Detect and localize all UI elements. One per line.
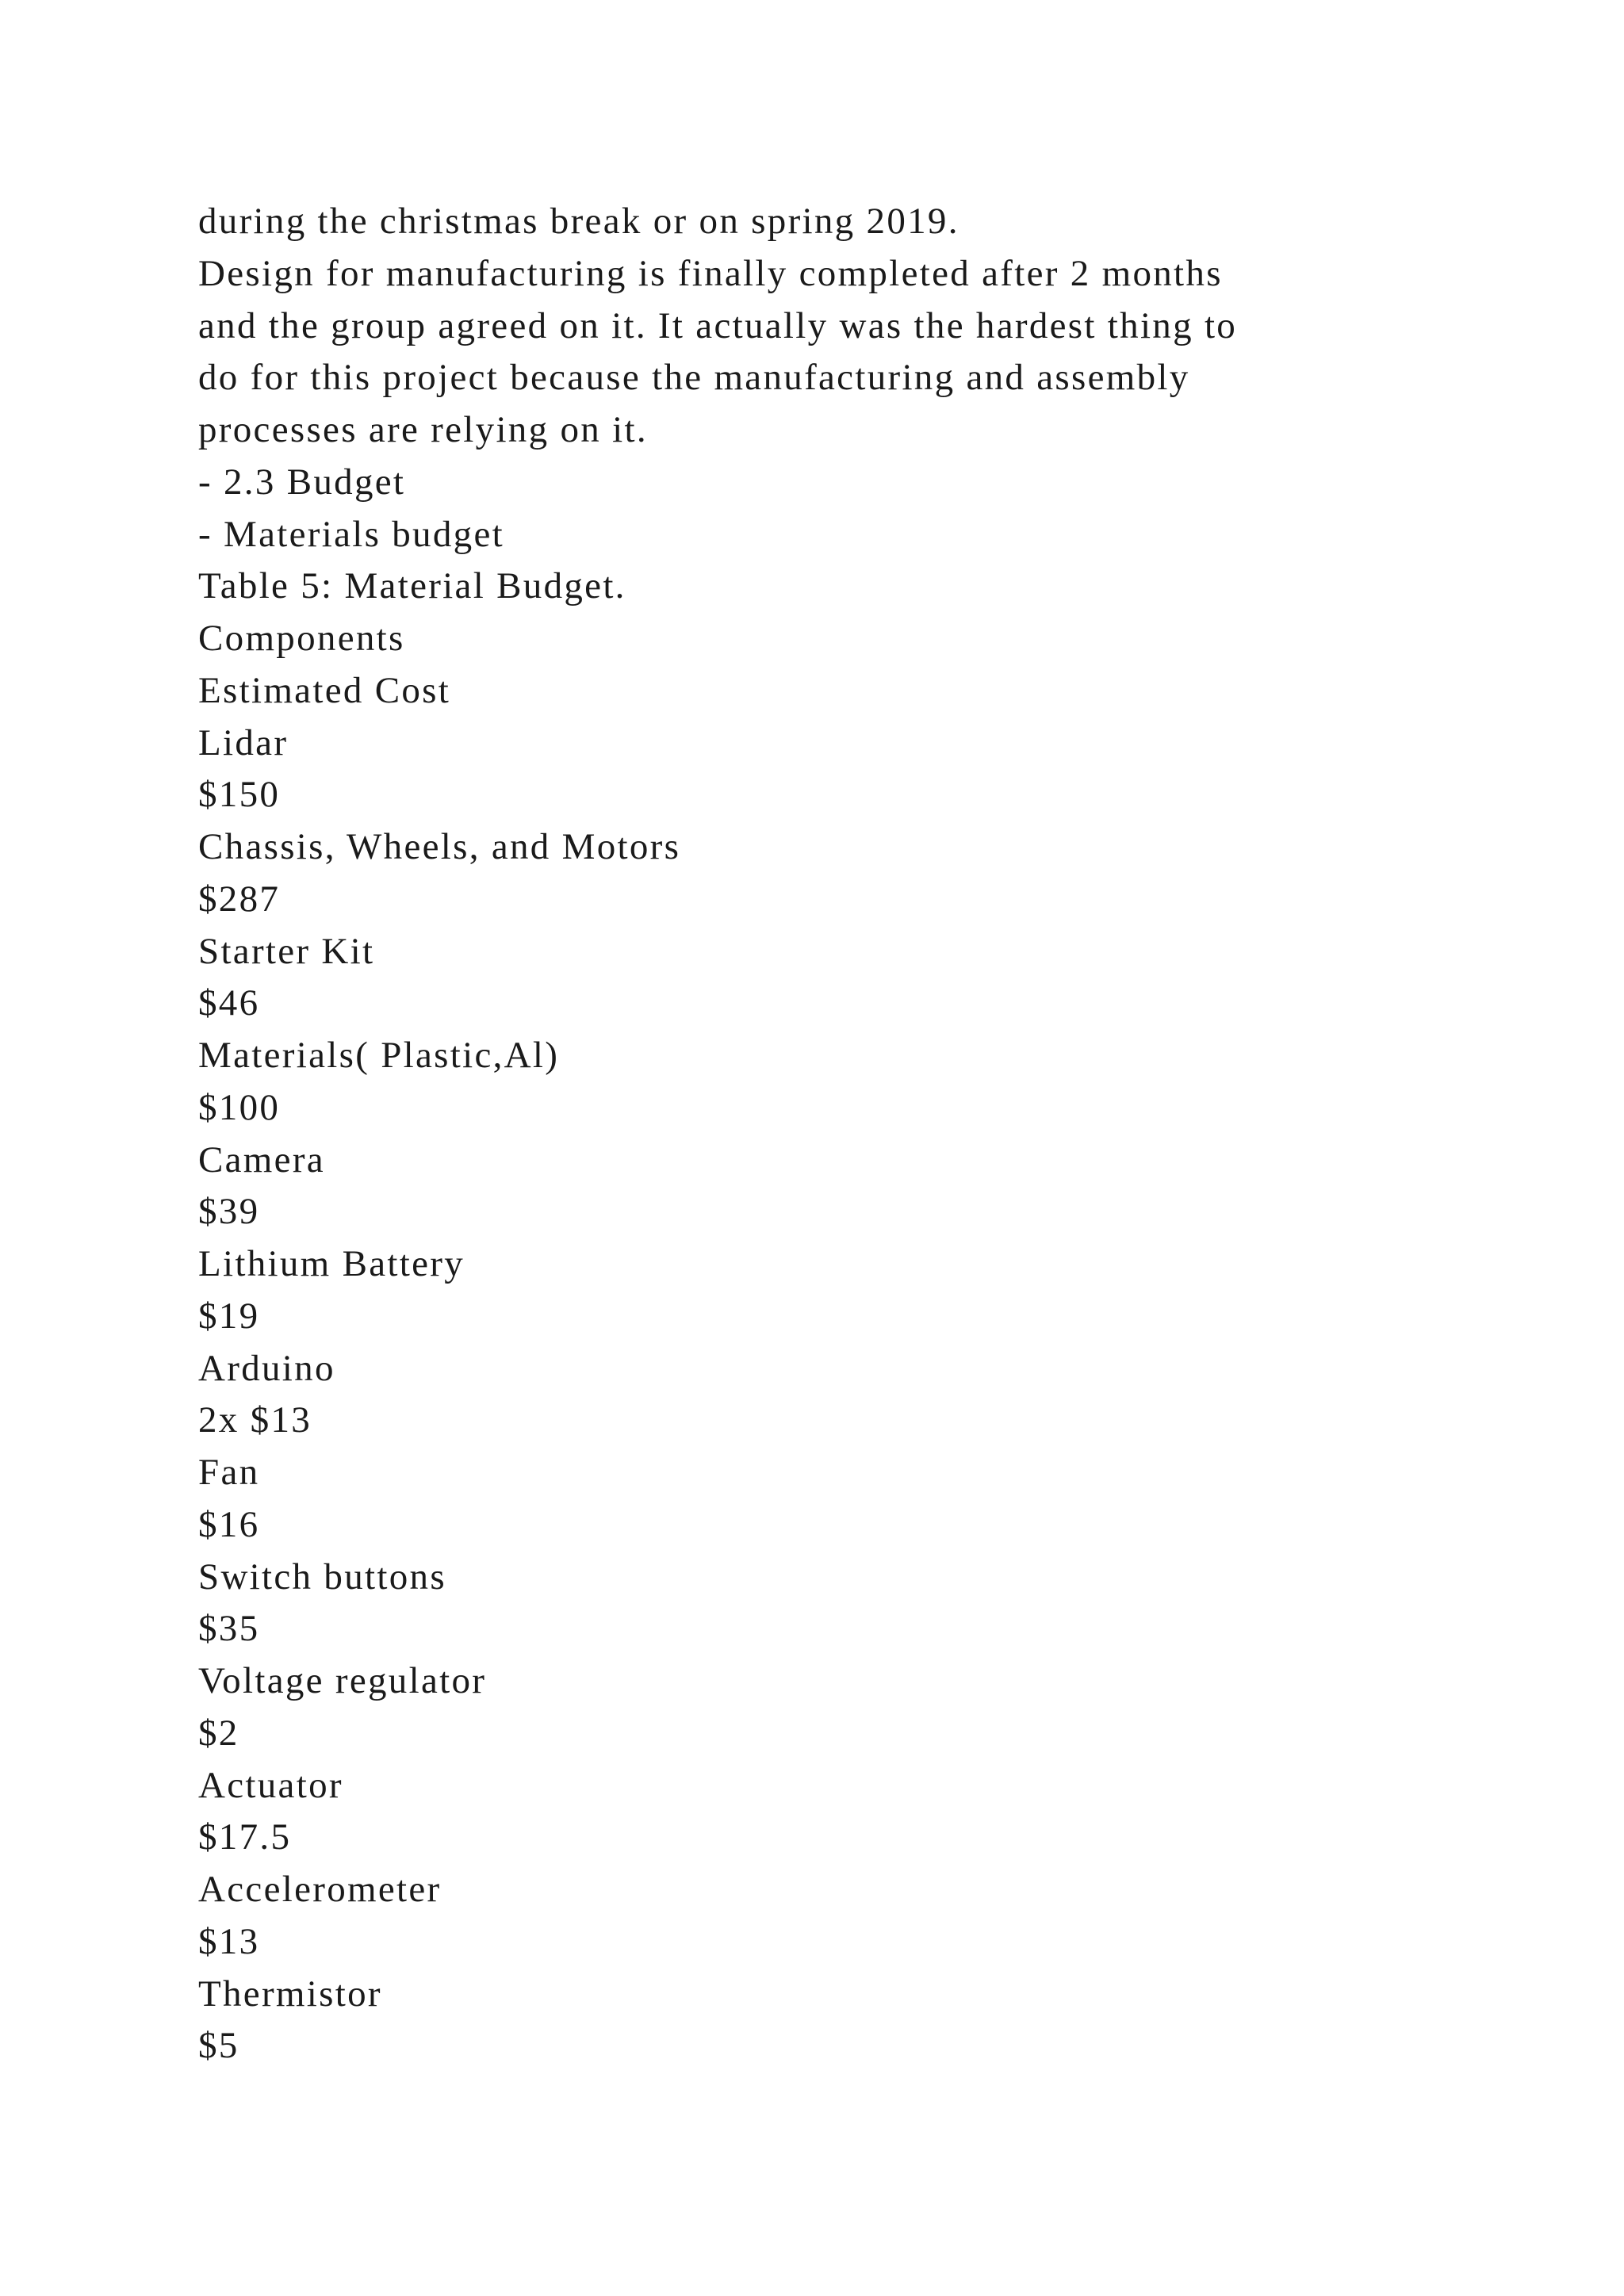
table-cell-component: Voltage regulator [198,1660,487,1701]
table-cell-component: Actuator [198,1764,343,1806]
table-cell-component: Lidar [198,721,289,763]
intro-line-1: during the christmas break or on spring 2019. [198,201,959,242]
table-cell-component: Accelerometer [198,1869,442,1910]
table-cell-component: Arduino [198,1347,335,1389]
table-header-estimated-cost: Estimated Cost [198,669,451,711]
table-cell-cost: $16 [198,1503,260,1545]
table-cell-component: Thermistor [198,1973,382,2015]
table-cell-cost: $17.5 [198,1816,292,1858]
intro-line-5: processes are relying on it. [198,409,648,450]
table-cell-cost: $35 [198,1608,260,1650]
table-cell-cost: $13 [198,1920,260,1962]
intro-line-4: do for this project because the manufacturing and assembly [198,357,1190,399]
table-cell-cost: $39 [198,1191,260,1233]
table-cell-cost: 2x $13 [198,1399,312,1441]
intro-line-3: and the group agreed on it. It actually was the hardest thing to [198,304,1238,346]
table-cell-cost: $5 [198,2025,239,2067]
table-caption: Table 5: Material Budget. [198,565,626,607]
table-cell-component: Switch buttons [198,1556,446,1598]
section-heading: - 2.3 Budget [198,461,406,503]
material-budget-table [198,613,1467,2072]
table-cell-cost: $46 [198,982,260,1024]
table-cell-component: Fan [198,1452,260,1493]
table-cell-component: Chassis, Wheels, and Motors [198,826,681,867]
document-text [198,196,1467,2072]
intro-line-2: Design for manufacturing is finally completed after 2 months [198,252,1223,294]
table-cell-component: Materials( Plastic,Al) [198,1035,560,1076]
table-cell-cost: $19 [198,1295,260,1337]
table-cell-cost: $150 [198,774,281,816]
table-cell-component: Camera [198,1138,325,1181]
table-cell-component: Lithium Battery [198,1243,465,1284]
table-cell-cost: $100 [198,1086,281,1128]
table-cell-cost: $287 [198,878,281,920]
table-cell-cost: $2 [198,1712,239,1754]
table-header-components: Components [198,618,405,659]
subsection-heading: - Materials budget [198,513,504,555]
table-cell-component: Starter Kit [198,930,375,972]
